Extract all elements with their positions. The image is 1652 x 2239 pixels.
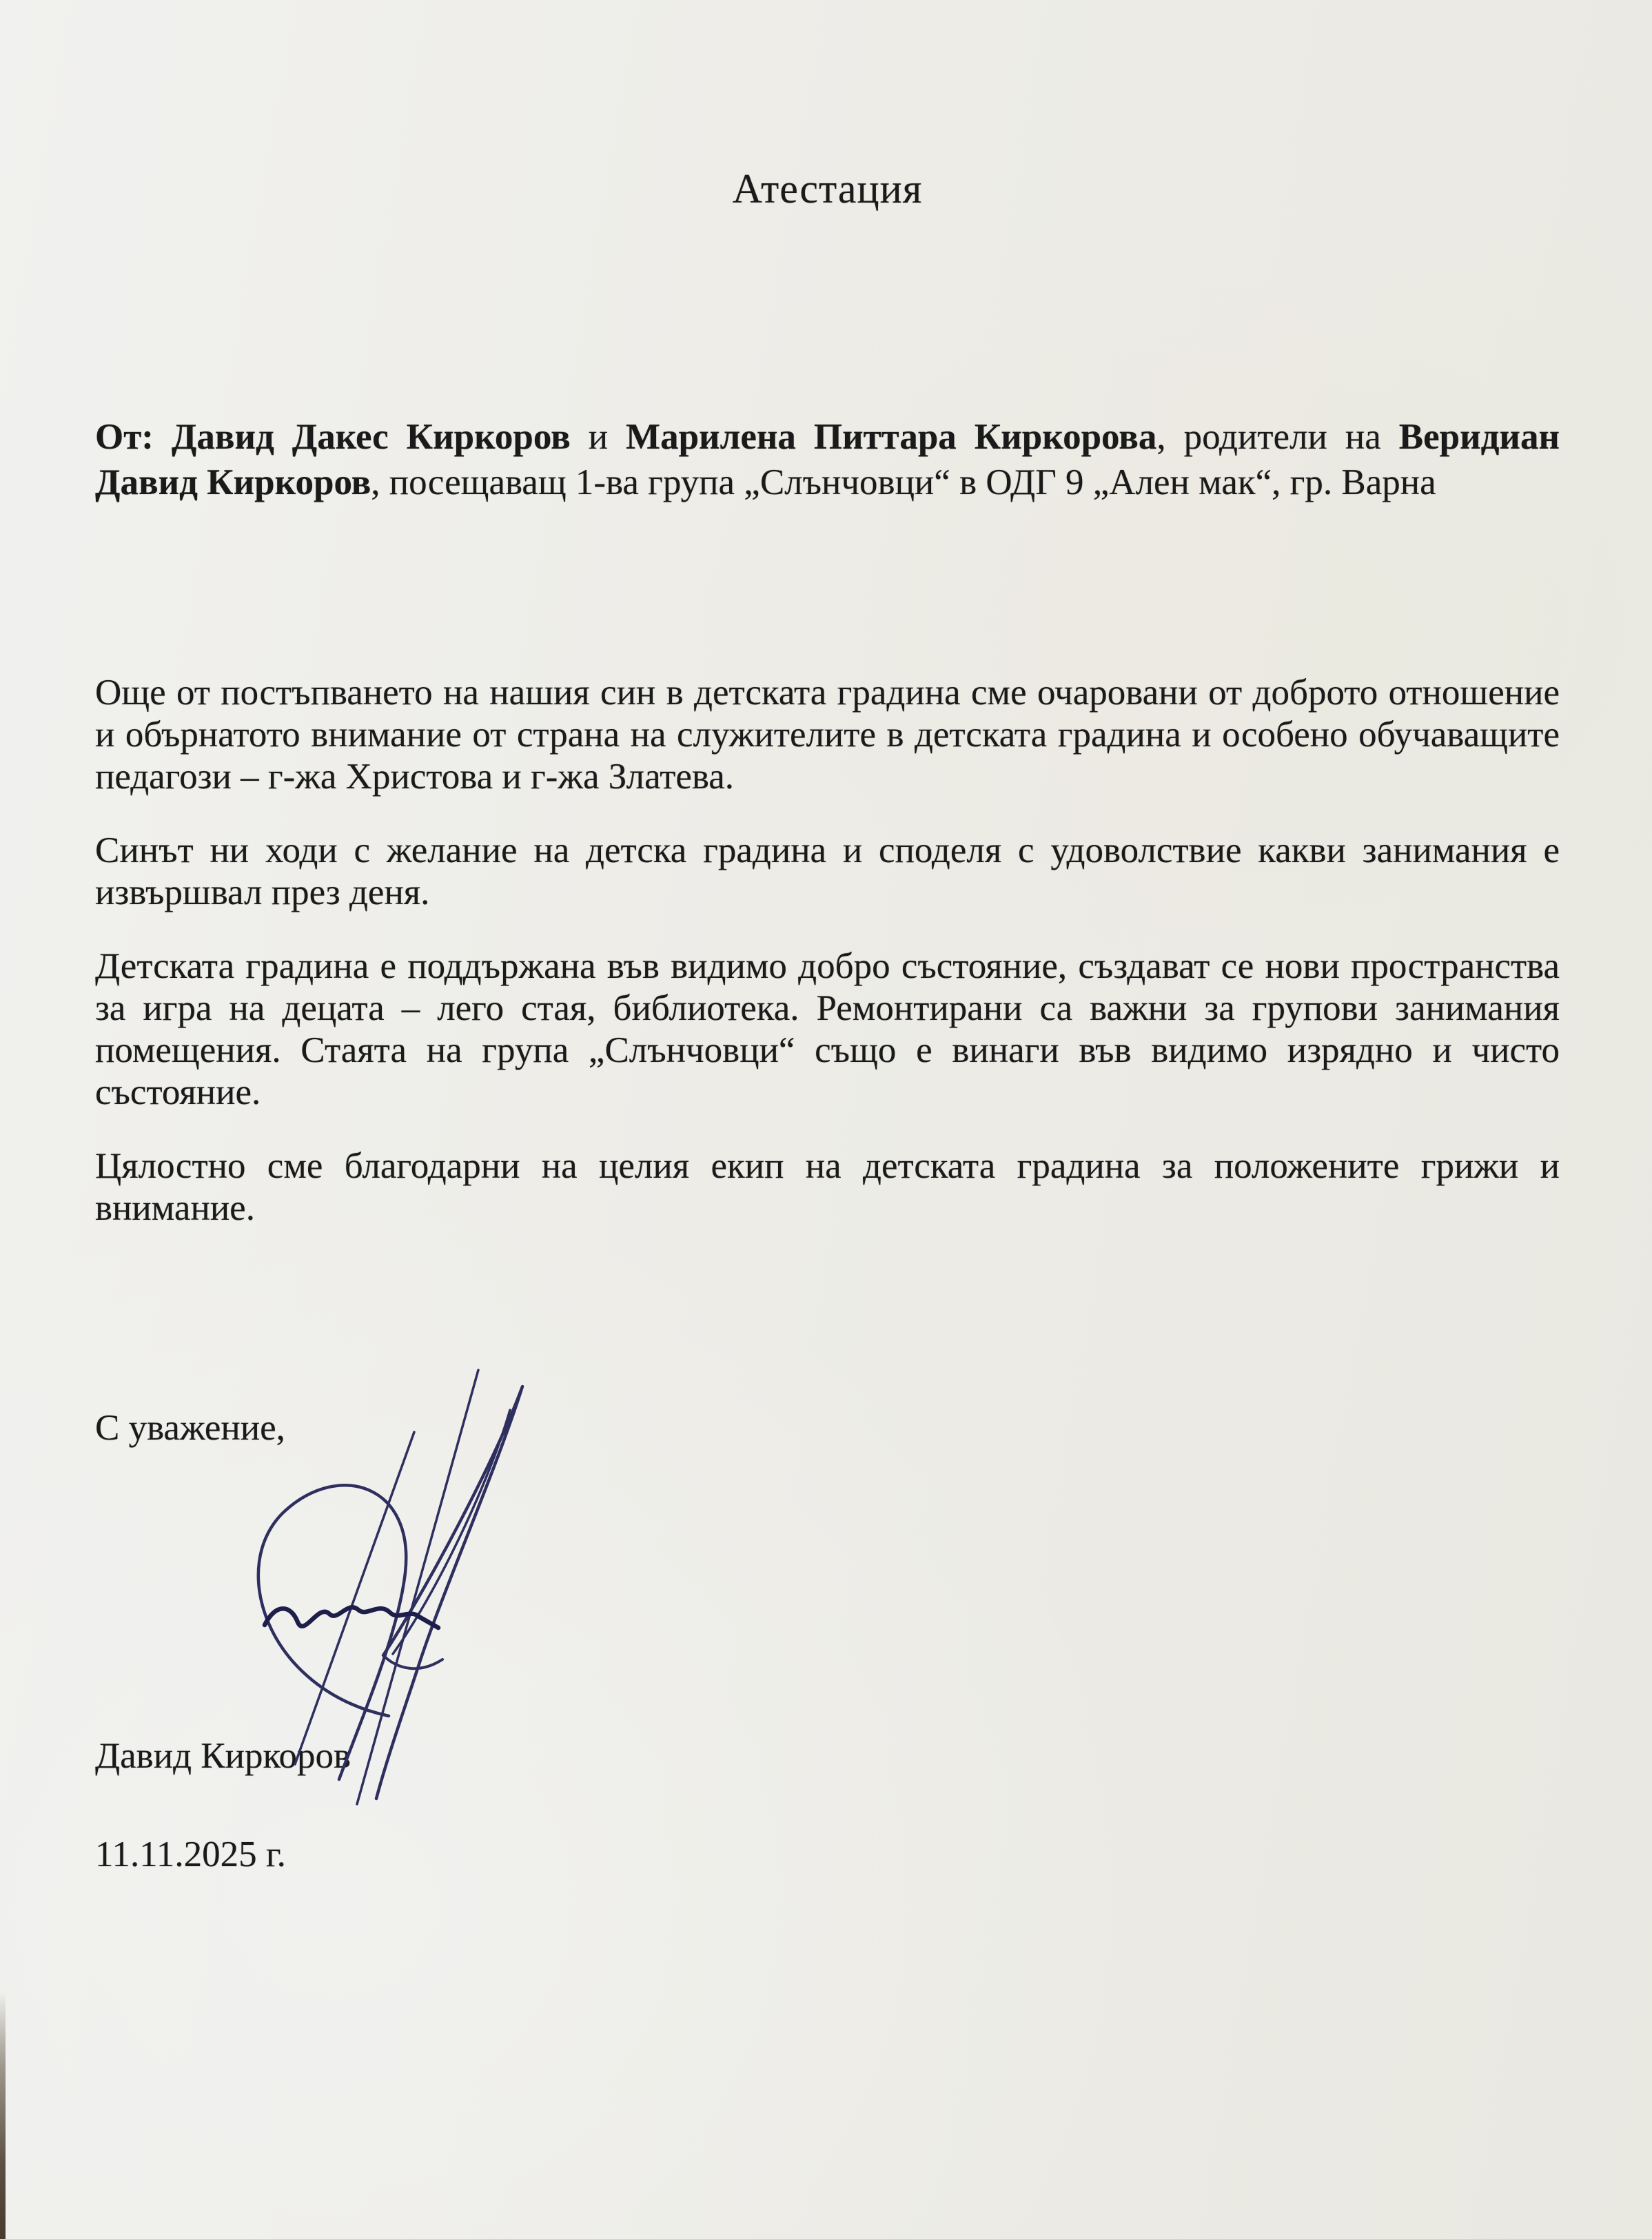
from-names-bold-1: От: Давид Дакес Киркоров <box>95 417 571 457</box>
date-line: 11.11.2025 г. <box>95 1834 286 1874</box>
body-paragraph: Детската градина е поддържана във видимо добро състояние, създават се нови пространства за игра на децата – лего стая, библиотека. Ремонтирани са важни за групови занимания помещения. Стаята на група „Слънчовци“ също е винаги във видимо изрядно и чисто състояние. <box>95 946 1560 1112</box>
closing-block <box>95 1407 1560 1876</box>
from-names-bold-2: Марилена Питтара Киркорова <box>626 417 1157 457</box>
salutation: С уважение, <box>95 1408 285 1448</box>
from-names-bold-3: Веридиан Давид Киркоров <box>95 417 1560 502</box>
from-conjunction: и <box>570 417 626 457</box>
from-middle-text: , родители на <box>1156 417 1399 457</box>
body-paragraph: Цялостно сме благодарни на целия екип на детската градина за положените грижи и внимание. <box>95 1146 1560 1228</box>
letter-body <box>95 672 1560 1229</box>
body-paragraph: Синът ни ходи с желание на детска градина и споделя с удоволствие какви занимания е извършвал през деня. <box>95 830 1560 912</box>
signatory-name: Давид Киркоров <box>95 1736 351 1776</box>
document-title: Атестация <box>732 166 923 212</box>
body-paragraph: Още от постъпването на нашия син в детската градина сме очаровани от доброто отношение и обърнатото внимание от страна на служителите в детската градина и особено обучаващите педагози – г-жа Христова и г-жа Златева. <box>95 673 1560 797</box>
scan-edge-artifact <box>0 1991 6 2239</box>
from-suffix-text: , посещаващ 1-ва група „Слънчовци“ в ОДГ 9 „Ален мак“, гр. Варна <box>371 462 1436 502</box>
from-paragraph <box>95 414 1560 505</box>
